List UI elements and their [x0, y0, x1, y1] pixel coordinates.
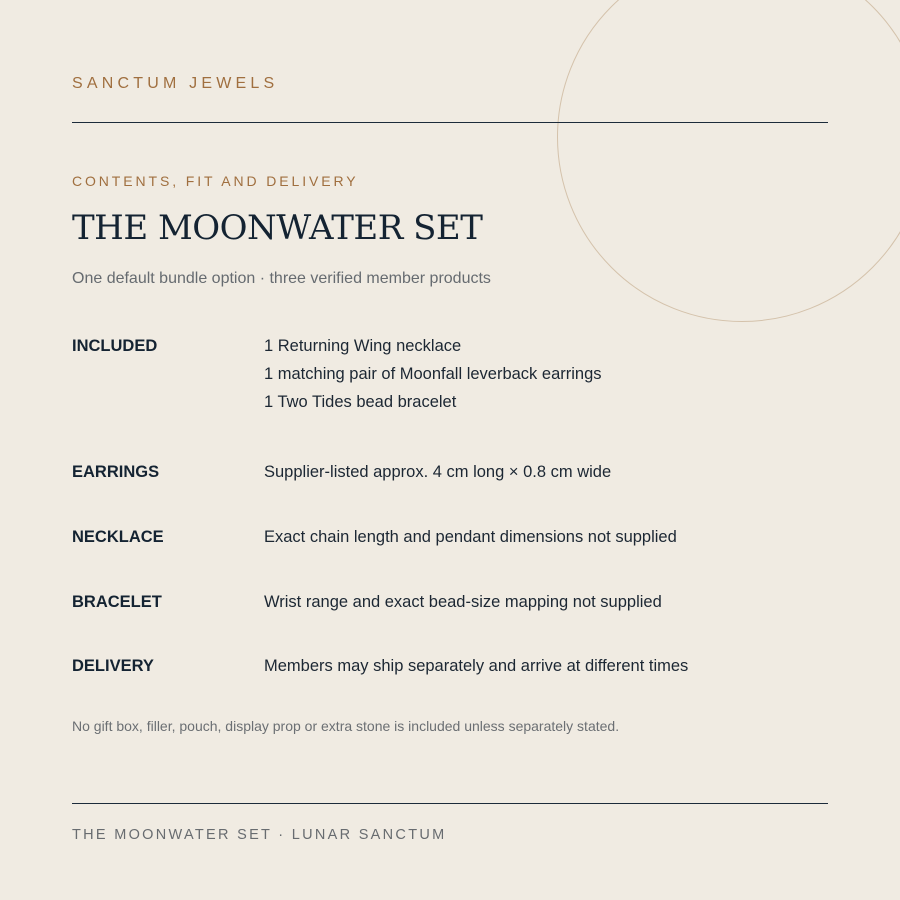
brand-name: SANCTUM JEWELS	[72, 75, 279, 92]
decorative-circle	[557, 0, 900, 322]
spec-label-earrings: EARRINGS	[72, 463, 160, 481]
section-eyebrow: CONTENTS, FIT AND DELIVERY	[72, 173, 359, 189]
included-item: 1 matching pair of Moonfall leverback earrings	[264, 365, 602, 383]
spec-label-bracelet: BRACELET	[72, 593, 162, 611]
footer-text: THE MOONWATER SET · LUNAR SANCTUM	[72, 827, 447, 843]
spec-label-delivery: DELIVERY	[72, 657, 154, 675]
page-subtitle: One default bundle option · three verified member products	[72, 270, 491, 287]
included-item: 1 Two Tides bead bracelet	[264, 393, 457, 411]
spec-value-delivery: Members may ship separately and arrive at different times	[264, 657, 689, 675]
exclusions-note: No gift box, filler, pouch, display prop or extra stone is included unless separately stated.	[72, 718, 620, 734]
spec-label-included: INCLUDED	[72, 337, 158, 355]
header-divider	[72, 122, 828, 123]
spec-value-earrings: Supplier-listed approx. 4 cm long × 0.8 cm wide	[264, 463, 612, 481]
spec-label-necklace: NECKLACE	[72, 528, 164, 546]
included-items-list	[264, 337, 602, 421]
included-item: 1 Returning Wing necklace	[264, 337, 462, 355]
footer-divider	[72, 803, 828, 804]
spec-value-bracelet: Wrist range and exact bead-size mapping not supplied	[264, 593, 662, 611]
spec-value-necklace: Exact chain length and pendant dimensions not supplied	[264, 528, 677, 546]
page-title: THE MOONWATER SET	[72, 208, 483, 248]
